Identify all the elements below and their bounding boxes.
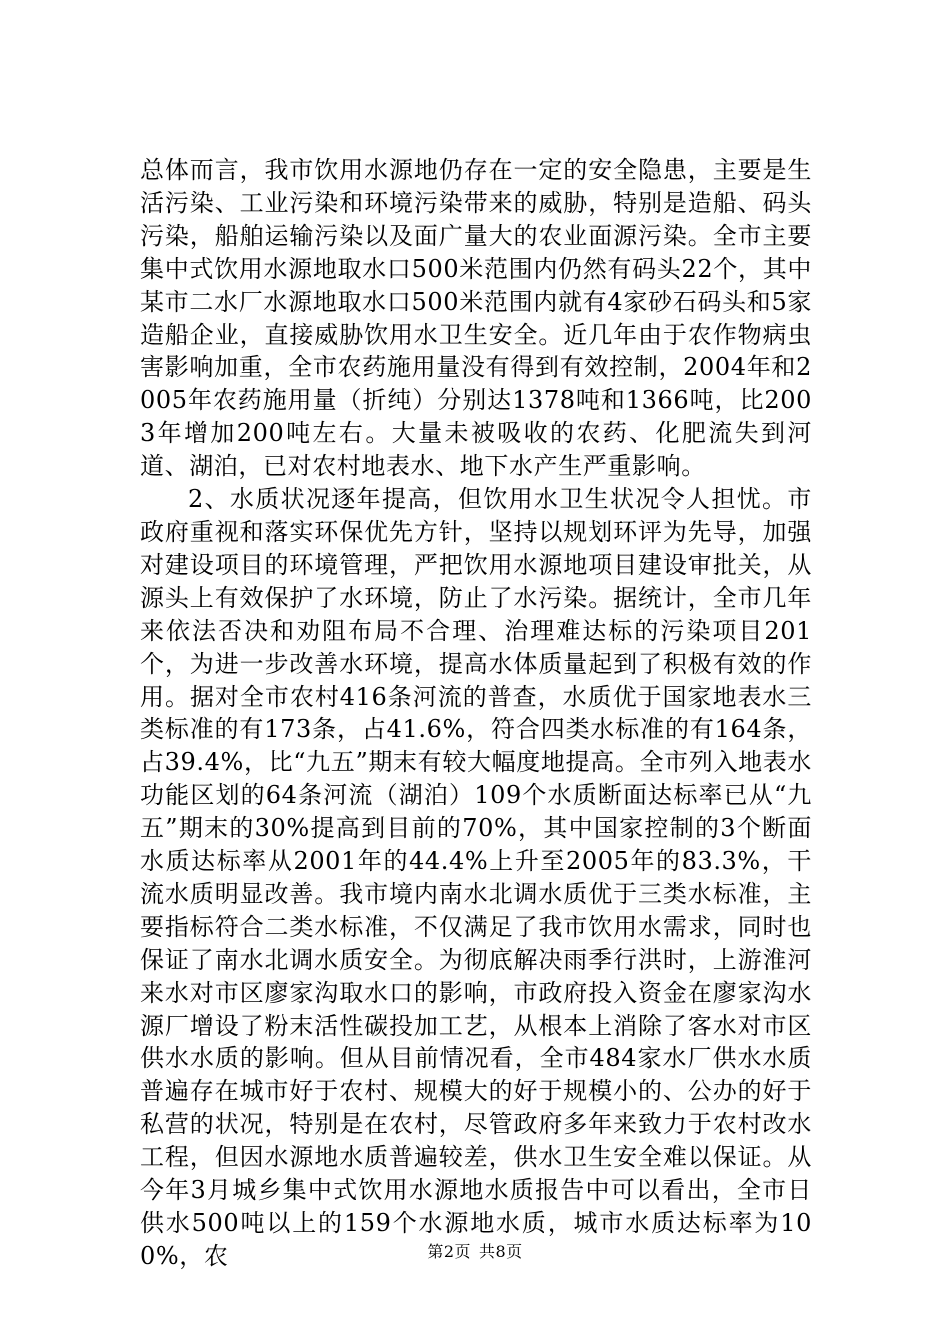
document-body	[140, 154, 812, 1273]
page-footer	[0, 1242, 950, 1262]
paragraph-summary: 总体而言，我市饮用水源地仍存在一定的安全隐患，主要是生活污染、工业污染和环境污染带来的威胁，特别是造船、码头污染，船舶运输污染以及面广量大的农业面源污染。全市主要集中式饮用水源地取水口500米范围内仍然有码头22个，其中某市二水厂水源地取水口500米范围内就有4家砂石码头和5家造船企业，直接威胁饮用水卫生安全。近几年由于农作物病虫害影响加重，全市农药施用量没有得到有效控制，2004年和2005年农药施用量（折纯）分别达1378吨和1366吨，比2003年增加200吨左右。大量未被吸收的农药、化肥流失到河道、湖泊，已对农村地表水、地下水产生严重影响。	[140, 156, 812, 481]
paragraph-water-quality: 2、水质状况逐年提高，但饮用水卫生状况令人担忧。市政府重视和落实环保优先方针，坚持以规划环评为先导，加强对建设项目的环境管理，严把饮用水源地项目建设审批关，从源头上有效保护了水环境，防止了水污染。据统计，全市几年来依法否决和劝阻布局不合理、治理难达标的污染项目201个，为进一步改善水环境，提高水体质量起到了积极有效的作用。据对全市农村416条河流的普查，水质优于国家地表水三类标准的有173条，占41.6%，符合四类水标准的有164条，占39.4%，比“九五”期末有较大幅度地提高。全市列入地表水功能区划的64条河流（湖泊）109个水质断面达标率已从“九五”期末的30%提高到目前的70%，其中国家控制的3个断面水质达标率从2001年的44.4%上升至2005年的83.3%，干流水质明显改善。我市境内南水北调水质优于三类水标准，主要指标符合二类水标准，不仅满足了我市饮用水需求，同时也保证了南水北调水质安全。为彻底解决雨季行洪时，上游淮河来水对市区廖家沟取水口的影响，市政府投入资金在廖家沟水源厂增设了粉末活性碳投加工艺，从根本上消除了客水对市区供水水质的影响。但从目前情况看，全市484家水厂供水水质普遍存在城市好于农村、规模大的好于规模小的、公办的好于私营的状况，特别是在农村，尽管政府多年来致力于农村改水工程，但因水源地水质普遍较差，供水卫生安全难以保证。从今年3月城乡集中式饮用水源地水质报告中可以看出，全市日供水500吨以上的159个水源地水质，城市水质达标率为100%，农	[140, 485, 812, 1270]
page-total: 共8页	[479, 1242, 523, 1261]
page-number: 第2页	[427, 1242, 471, 1261]
